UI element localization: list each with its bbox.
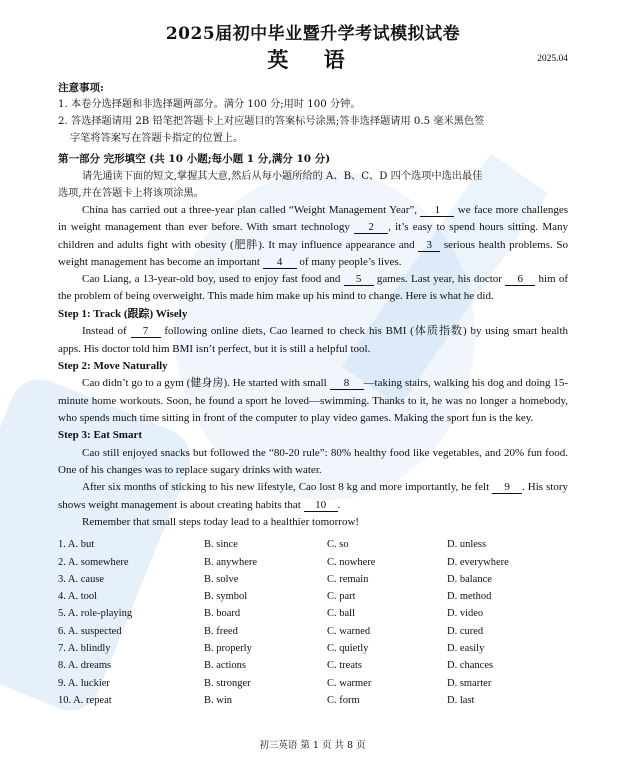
- option-d: D. cured: [447, 625, 484, 637]
- option-c: C. treats: [327, 660, 362, 672]
- option-d: D. method: [447, 591, 492, 603]
- option-a: 3. A. cause: [58, 573, 105, 585]
- option-a: 1. A. but: [58, 539, 95, 551]
- option-c: C. warned: [327, 625, 371, 637]
- exam-date: 2025.04: [537, 54, 568, 64]
- notice-item: 1. 本卷分选择题和非选择题两部分。满分 100 分;用时 100 分钟。: [58, 99, 361, 110]
- option-d: D. smarter: [447, 677, 492, 689]
- option-row: [58, 588, 568, 605]
- option-row: [58, 675, 568, 692]
- blank-9: 9: [492, 481, 522, 494]
- section-instruction: 选项,并在答题卡上将该项涂黑。: [58, 188, 204, 199]
- option-c: C. quietly: [327, 643, 369, 655]
- notice-heading: 注意事项:: [58, 82, 104, 94]
- subject-row: [58, 46, 568, 74]
- subject-title: 英 语: [267, 47, 359, 72]
- blank-3: 3: [418, 239, 440, 252]
- option-c: C. remain: [327, 573, 369, 585]
- option-b: B. board: [204, 608, 241, 620]
- option-c: C. form: [327, 694, 360, 706]
- option-a: 8. A. dreams: [58, 660, 112, 672]
- option-row: [58, 692, 568, 709]
- option-row: [58, 657, 568, 674]
- option-row: [58, 605, 568, 622]
- option-row: [58, 571, 568, 588]
- passage-paragraph: Instead of 7 following online diets, Cao learned to check his BMI (体质指数) by using smart health apps. His doctor told him BMI isn’t perfect, but it is still a helpful tool.: [58, 325, 569, 355]
- blank-5: 5: [344, 273, 374, 286]
- option-d: D. unless: [447, 539, 487, 551]
- option-b: B. symbol: [204, 591, 248, 603]
- blank-10: 10: [304, 499, 338, 512]
- option-c: C. so: [327, 539, 349, 551]
- option-c: C. ball: [327, 608, 355, 620]
- passage-paragraph: Cao didn’t go to a gym (健身房). He started with small 8 —taking stairs, walking his dog and doing 15-minute home workouts. Soon, he found a sport he loved—swimming. Thanks to it, he was no longer a homebody, who spends much time sitting in front of the computer to play video games. Making the sport fun is the key.: [58, 377, 569, 424]
- section-instruction: 请先通读下面的短文,掌握其大意,然后从每小题所给的 A、B、C、D 四个选项中选出最佳: [82, 171, 483, 182]
- option-a: 5. A. role-playing: [58, 608, 133, 620]
- blank-1: 1: [420, 204, 454, 217]
- option-c: C. nowhere: [327, 556, 376, 568]
- option-a: 4. A. tool: [58, 591, 98, 603]
- notice-item: 2. 答选择题请用 2B 铅笔把答题卡上对应题目的答案标号涂黑;答非选择题请用 0.5 毫米黑色签: [58, 116, 485, 127]
- passage-paragraph: Cao Liang, a 13-year-old boy, used to enjoy fast food and 5 games. Last year, his doctor 6 him of the problem of being overweight. This made him make up his mind to change. Here is what he did.: [58, 273, 569, 303]
- options-table: [58, 536, 568, 709]
- page-footer: 初三英语 第 1 页 共 8 页: [259, 740, 366, 751]
- blank-8: 8: [330, 377, 364, 390]
- option-b: B. solve: [204, 573, 239, 585]
- option-a: 2. A. somewhere: [58, 556, 129, 568]
- option-a: 6. A. suspected: [58, 625, 122, 637]
- option-a: 9. A. luckier: [58, 677, 110, 689]
- option-c: C. part: [327, 591, 356, 603]
- option-b: B. stronger: [204, 677, 251, 689]
- passage-paragraph: Remember that small steps today lead to a healthier tomorrow!: [82, 515, 360, 528]
- option-b: B. since: [204, 539, 238, 551]
- passage-paragraph: After six months of sticking to his new lifestyle, Cao lost 8 kg and more importantly, he felt 9 . His story shows weight management is about creating habits that 10 .: [58, 481, 569, 511]
- option-b: B. freed: [204, 625, 238, 637]
- exam-page: [58, 22, 568, 709]
- step-heading: Step 2: Move Naturally: [58, 359, 168, 372]
- option-row: [58, 536, 568, 553]
- option-d: D. easily: [447, 643, 485, 655]
- option-b: B. anywhere: [204, 556, 258, 568]
- blank-4: 4: [263, 256, 297, 269]
- option-b: B. properly: [204, 643, 252, 655]
- option-a: 10. A. repeat: [58, 694, 112, 706]
- blank-7: 7: [131, 325, 161, 338]
- exam-title: 2025届初中毕业暨升学考试模拟试卷: [165, 24, 461, 44]
- option-d: D. everywhere: [447, 556, 509, 568]
- step-heading: Step 1: Track (跟踪) Wisely: [58, 307, 188, 320]
- option-d: D. last: [447, 694, 475, 706]
- option-a: 7. A. blindly: [58, 643, 111, 655]
- option-d: D. video: [447, 608, 484, 620]
- option-d: D. balance: [447, 573, 492, 585]
- option-row: [58, 623, 568, 640]
- notice-item: 字笔将答案写在答题卡指定的位置上。: [70, 133, 244, 144]
- option-c: C. warmer: [327, 677, 372, 689]
- passage-paragraph: Cao still enjoyed snacks but followed the “80-20 rule”: 80% healthy food like vegetables, and 20% fun food. One of his changes was to replace sugary drinks with water.: [58, 446, 568, 477]
- blank-6: 6: [505, 273, 535, 286]
- option-d: D. chances: [447, 660, 494, 672]
- blank-2: 2: [354, 221, 388, 234]
- option-b: B. win: [204, 694, 233, 706]
- step-heading: Step 3: Eat Smart: [58, 429, 143, 442]
- section-heading: 第一部分 完形填空 (共 10 小题;每小题 1 分,满分 10 分): [58, 153, 331, 165]
- option-row: [58, 554, 568, 571]
- option-row: [58, 640, 568, 657]
- passage-paragraph: China has carried out a three-year plan called “Weight Management Year”, 1 we face more challenges in weight management than ever before. With smart technology 2 , it’s easy to spend hours sitting. Many children and adults fight with obesity (肥胖). It may influence appearance and 3 serious health problems. So weight management has become an important 4 of many people’s lives.: [58, 204, 569, 268]
- option-b: B. actions: [204, 660, 246, 672]
